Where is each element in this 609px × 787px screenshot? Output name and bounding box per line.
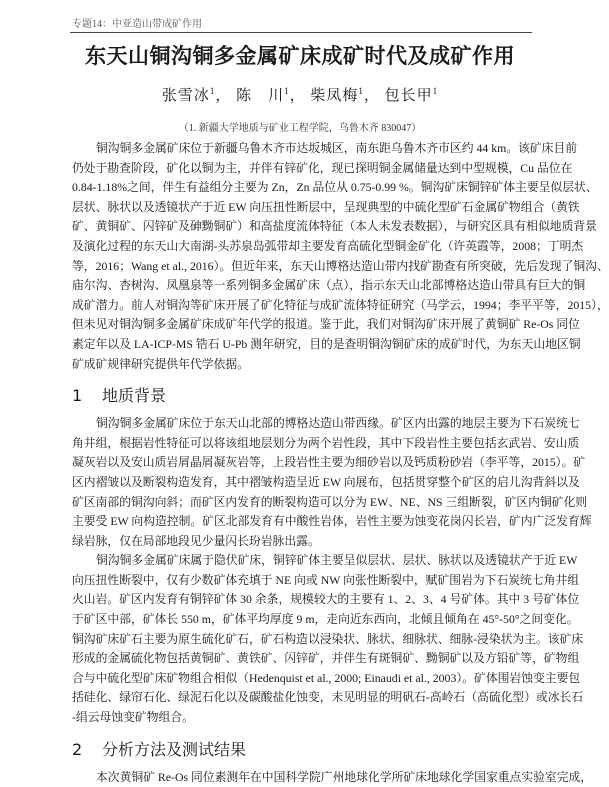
author-name: 张雪冰	[161, 88, 210, 104]
author-name: 包长甲	[384, 88, 433, 104]
text-line: 火山岩。矿区内发育有铜锌矿体 30 余条，规模较大的主要有 1、2、3、4 号矿体。其中 3 号矿体位	[72, 592, 580, 607]
author-affiliation-mark: 1	[284, 86, 290, 96]
section-number: 2	[72, 739, 83, 759]
text-line: 素定年以及 LA-ICP-MS 锆石 U-Pb 测年研究，目的是查明铜沟铜矿床的成矿时代，为东天山地区铜	[72, 336, 581, 351]
author-name: 柴凤梅	[310, 88, 359, 104]
section-title: 地质背景	[102, 386, 167, 406]
author-list: 张雪冰$^1$， 陈 川$^1$， 柴凤梅$^1$， 包长甲$^1$	[161, 86, 439, 104]
author-name: 陈 川	[236, 88, 285, 104]
text-line: 铜沟铜多金属矿床位于东天山北部的博格达造山带西缘。矿区内出露的地层主要为下石炭统七	[96, 416, 580, 431]
text-line: 铜沟铜多金属矿床位于新疆乌鲁木齐市达坂城区，南东距乌鲁木齐市区约 44 km。该矿床目前	[96, 141, 578, 155]
text-line: 括硅化、绿帘石化、绿泥石化以及碳酸盐化蚀变，未见明显的明矾石-高岭石（高硫化型）或冰长石	[72, 690, 584, 705]
author-affiliation-mark: 1	[432, 86, 439, 96]
text-line: 矿、黄铜矿、闪锌矿及砷黝铜矿）和高盐度流体特征（本人未发表数据），与研究区具有相似地质背景	[72, 219, 597, 234]
author-affiliation-mark: 1	[209, 86, 216, 96]
section-heading-1	[72, 378, 530, 414]
text-line: 0.84-1.18%之间，伴生有益组分主要为 Zn，Zn 品位从 0.75-0.99 %。铜沟矿床铜锌矿体主要呈似层状、	[72, 180, 598, 195]
text-line: 等，2016；Wang et al., 2016）。但近年来，东天山博格达造山带内找矿勘查有所突破，先后发现了铜沟、	[72, 258, 609, 273]
text-line: 于矿区中部，矿体长 550 m，矿体平均厚度 9 m，走向近东西向，北倾且倾角在 45°-50°之间变化。	[72, 612, 579, 627]
paragraph-geology-2	[72, 551, 584, 727]
text-line: 角井组，根据岩性特征可以将该组地层划分为两个岩性段，其中下段岩性主要包括玄武岩、安山质	[72, 435, 580, 450]
running-header: 专题14：中亚造山带成矿作用	[72, 19, 202, 30]
text-line: 绿岩脉，仅在局部地段见少量闪长玢岩脉出露。	[72, 533, 320, 548]
paragraph-methods	[72, 768, 593, 787]
text-line: 本次黄铜矿 Re-Os 同位素测年在中国科学院广州地球化学所矿床地球化学国家重点实验室完成，	[96, 769, 593, 784]
paragraph-intro	[72, 139, 609, 374]
section-heading-2	[72, 732, 530, 768]
text-line: 成矿潜力。前人对铜沟等矿床开展了矿化特征与成矿流体特征研究（马学云，1994；李平平等，2015），	[72, 297, 609, 312]
text-line: 庙尔沟、杏树沟、凤凰泉等一系列铜多金属矿床（点），指示东天山北部博格达造山带具有巨大的铜	[72, 278, 586, 293]
section-number: 1	[72, 386, 83, 406]
text-line: 主要受 EW 向构造控制。矿区北部发育有中酸性岩体，岩性主要为蚀变花岗闪长岩，矿内广泛发育辉	[72, 514, 592, 529]
text-line: 仍处于勘查阶段，矿化以铜为主，并伴有锌矿化，现已探明铜金属储量达到中型规模，Cu 品位在	[72, 160, 573, 175]
text-line: 矿区南部的铜沟向斜；而矿区内发育的断裂构造可以分为 EW、NE、NS 三组断裂，矿区内铜矿化则	[72, 494, 588, 509]
affiliation: （1. 新疆大学地质与矿业工程学院，乌鲁木齐 830047）	[178, 123, 422, 134]
text-line: 形成的金属硫化物包括黄铜矿、黄铁矿、闪锌矿，并伴生有斑铜矿、黝铜矿以及方铅矿等，矿物组	[72, 651, 580, 666]
text-line: 层状、脉状以及透镜状产于近 EW 向压扭性断层中，呈现典型的中硫化型矿石金属矿物组合（黄铁	[72, 199, 580, 214]
paragraph-geology-1	[72, 414, 592, 551]
header-rule	[70, 32, 532, 33]
text-line: 区内褶皱以及断裂构造发育，其中褶皱构造呈近 EW 向展布，包括贯穿整个矿区的启儿沟背斜以及	[72, 474, 580, 489]
text-line: 铜沟矿床矿石主要为原生硫化矿石，矿石构造以浸染状、脉状、细脉状、细脉-浸染状为主。该矿床	[72, 631, 584, 646]
section-title: 分析方法及测试结果	[102, 739, 247, 759]
text-line: 凝灰岩以及安山质岩屑晶屑凝灰岩等，上段岩性主要为细砂岩以及钙质粉砂岩（李平等，2015）。矿	[72, 455, 586, 470]
text-line: 但未见对铜沟铜多金属矿床成矿年代学的报道。鉴于此，我们对铜沟矿床开展了黄铜矿 Re-Os 同位	[72, 317, 580, 332]
text-line: 向压扭性断裂中，仅有少数矿体充填于 NE 向或 NW 向张性断裂中，赋矿围岩为下石炭统七角井组	[72, 572, 580, 587]
author-affiliation-mark: 1	[358, 86, 364, 96]
text-line: 合与中硫化型矿床矿物组合相似（Hedenquist et al., 2000; Einaudi et al., 2003）。矿体围岩蚀变主要包	[72, 670, 581, 685]
text-line: 铜沟铜多金属矿床属于隐伏矿床，铜锌矿体主要呈似层状、层状、脉状以及透镜状产于近 EW	[96, 553, 578, 568]
text-line: 及演化过程的东天山大南湖-头苏泉岛弧带却主要发育高硫化型铜金矿化（许英霞等，2008；丁明杰	[72, 238, 584, 253]
page-title: 东天山铜沟铜多金属矿床成矿时代及成矿作用	[85, 44, 515, 68]
text-line: 矿成矿规律研究提供年代学依据。	[72, 356, 249, 371]
article-body	[72, 139, 609, 787]
text-line: -绢云母蚀变矿物组合。	[72, 710, 194, 725]
